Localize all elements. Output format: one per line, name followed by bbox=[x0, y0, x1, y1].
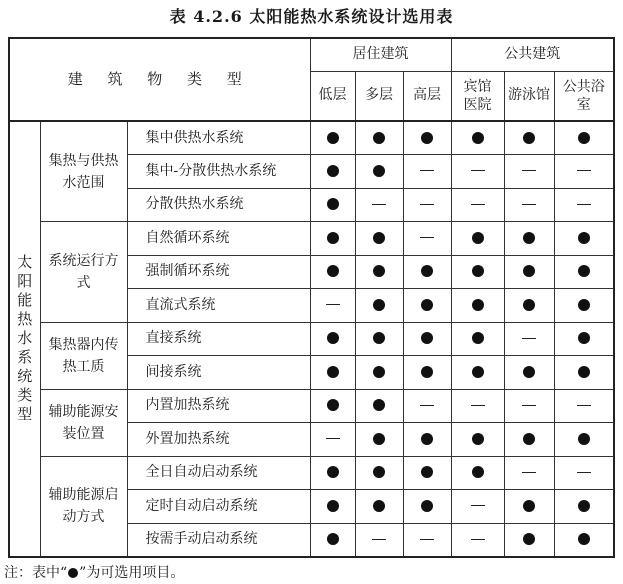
not-applicable-dash-icon bbox=[522, 338, 536, 339]
value-cell bbox=[451, 255, 504, 289]
not-applicable-dash-icon bbox=[471, 505, 485, 506]
value-cell bbox=[554, 121, 614, 155]
value-cell bbox=[403, 188, 451, 222]
selectable-dot-icon bbox=[373, 265, 385, 277]
selectable-dot-icon bbox=[373, 399, 385, 411]
value-cell bbox=[403, 289, 451, 323]
not-applicable-dash-icon bbox=[420, 237, 434, 238]
not-applicable-dash-icon bbox=[471, 405, 485, 406]
value-cell bbox=[451, 222, 504, 256]
selectable-dot-icon bbox=[421, 466, 433, 478]
value-cell bbox=[554, 188, 614, 222]
value-cell bbox=[451, 289, 504, 323]
value-cell bbox=[554, 222, 614, 256]
selectable-dot-icon bbox=[373, 500, 385, 512]
value-cell bbox=[504, 456, 554, 490]
residential-header: 居住建筑 bbox=[310, 38, 451, 71]
selectable-dot-icon bbox=[472, 299, 484, 311]
column-header: 低层 bbox=[310, 71, 355, 121]
value-cell bbox=[451, 322, 504, 356]
note-prefix: 注：表中“ bbox=[4, 565, 68, 581]
value-cell bbox=[355, 322, 403, 356]
value-cell bbox=[310, 456, 355, 490]
value-cell bbox=[554, 155, 614, 189]
value-cell bbox=[403, 389, 451, 423]
value-cell bbox=[403, 456, 451, 490]
side-label-text: 太阳能热水系统类型 bbox=[17, 253, 33, 424]
not-applicable-dash-icon bbox=[420, 170, 434, 171]
selectable-dot-icon bbox=[523, 433, 535, 445]
value-cell bbox=[403, 155, 451, 189]
value-cell bbox=[451, 356, 504, 390]
system-label: 全日自动启动系统 bbox=[127, 456, 310, 490]
selectable-dot-icon bbox=[578, 533, 590, 545]
not-applicable-dash-icon bbox=[372, 204, 386, 205]
group-label: 辅助能源安装位置 bbox=[40, 389, 127, 456]
system-label: 定时自动启动系统 bbox=[127, 490, 310, 524]
value-cell bbox=[403, 121, 451, 155]
not-applicable-dash-icon bbox=[577, 405, 591, 406]
value-cell bbox=[310, 322, 355, 356]
selectable-dot-icon bbox=[373, 232, 385, 244]
selectable-dot-icon bbox=[373, 332, 385, 344]
value-cell bbox=[355, 255, 403, 289]
side-category-label bbox=[9, 121, 40, 557]
value-cell bbox=[310, 523, 355, 557]
selectable-dot-icon bbox=[421, 265, 433, 277]
column-header: 公共浴室 bbox=[554, 71, 614, 121]
value-cell bbox=[554, 289, 614, 323]
column-header: 宾馆医院 bbox=[451, 71, 504, 121]
system-label: 集中-分散供热水系统 bbox=[127, 155, 310, 189]
not-applicable-dash-icon bbox=[522, 472, 536, 473]
selectable-dot-icon bbox=[472, 466, 484, 478]
value-cell bbox=[403, 356, 451, 390]
selectable-dot-icon bbox=[578, 366, 590, 378]
system-label: 内置加热系统 bbox=[127, 389, 310, 423]
selectable-dot-icon bbox=[421, 299, 433, 311]
value-cell bbox=[451, 423, 504, 457]
selectable-dot-icon bbox=[523, 232, 535, 244]
system-label: 外置加热系统 bbox=[127, 423, 310, 457]
value-cell bbox=[355, 121, 403, 155]
value-cell bbox=[554, 456, 614, 490]
column-header: 多层 bbox=[355, 71, 403, 121]
value-cell bbox=[310, 188, 355, 222]
table-row bbox=[9, 456, 614, 490]
value-cell bbox=[504, 155, 554, 189]
not-applicable-dash-icon bbox=[326, 304, 340, 305]
selection-table bbox=[8, 37, 615, 558]
value-cell bbox=[310, 121, 355, 155]
selectable-dot-icon bbox=[421, 132, 433, 144]
value-cell bbox=[310, 289, 355, 323]
group-label: 辅助能源启动方式 bbox=[40, 456, 127, 557]
selectable-dot-icon bbox=[523, 366, 535, 378]
system-label: 直流式系统 bbox=[127, 289, 310, 323]
selectable-dot-icon bbox=[472, 332, 484, 344]
not-applicable-dash-icon bbox=[522, 170, 536, 171]
system-label: 集中供热水系统 bbox=[127, 121, 310, 155]
not-applicable-dash-icon bbox=[522, 204, 536, 205]
selectable-dot-icon bbox=[373, 132, 385, 144]
value-cell bbox=[310, 356, 355, 390]
selectable-dot-icon bbox=[373, 299, 385, 311]
value-cell bbox=[310, 490, 355, 524]
selectable-dot-icon bbox=[472, 232, 484, 244]
not-applicable-dash-icon bbox=[372, 539, 386, 540]
not-applicable-dash-icon bbox=[420, 204, 434, 205]
value-cell bbox=[504, 188, 554, 222]
selectable-dot-icon bbox=[373, 165, 385, 177]
value-cell bbox=[403, 423, 451, 457]
selectable-dot-icon bbox=[523, 265, 535, 277]
value-cell bbox=[355, 222, 403, 256]
selectable-dot-icon bbox=[578, 232, 590, 244]
value-cell bbox=[504, 389, 554, 423]
value-cell bbox=[403, 490, 451, 524]
selectable-dot-icon bbox=[523, 132, 535, 144]
not-applicable-dash-icon bbox=[577, 204, 591, 205]
selectable-dot-icon bbox=[327, 399, 339, 411]
system-label: 自然循环系统 bbox=[127, 222, 310, 256]
building-type-label: 建 筑 物 类 型 bbox=[67, 69, 252, 88]
table-row bbox=[9, 322, 614, 356]
system-label: 强制循环系统 bbox=[127, 255, 310, 289]
not-applicable-dash-icon bbox=[326, 438, 340, 439]
selectable-dot-icon bbox=[327, 198, 339, 210]
system-label: 按需手动启动系统 bbox=[127, 523, 310, 557]
selectable-dot-icon bbox=[578, 132, 590, 144]
selectable-dot-icon bbox=[578, 433, 590, 445]
not-applicable-dash-icon bbox=[471, 539, 485, 540]
selectable-dot-icon bbox=[327, 500, 339, 512]
selectable-dot-icon bbox=[327, 466, 339, 478]
value-cell bbox=[504, 289, 554, 323]
value-cell bbox=[355, 389, 403, 423]
not-applicable-dash-icon bbox=[522, 405, 536, 406]
value-cell bbox=[504, 490, 554, 524]
not-applicable-dash-icon bbox=[471, 204, 485, 205]
selectable-dot-icon bbox=[327, 132, 339, 144]
value-cell bbox=[451, 188, 504, 222]
table-title: 表 4.2.6 太阳能热水系统设计选用表 bbox=[169, 7, 454, 26]
selectable-dot-icon bbox=[373, 366, 385, 378]
value-cell bbox=[355, 356, 403, 390]
selectable-dot-icon bbox=[472, 132, 484, 144]
value-cell bbox=[554, 490, 614, 524]
table-row bbox=[9, 222, 614, 256]
option-mark-icon bbox=[68, 568, 78, 578]
value-cell bbox=[504, 222, 554, 256]
selectable-dot-icon bbox=[421, 332, 433, 344]
value-cell bbox=[355, 456, 403, 490]
selectable-dot-icon bbox=[421, 366, 433, 378]
note-suffix: ”为可选用项目。 bbox=[79, 565, 185, 581]
value-cell bbox=[554, 523, 614, 557]
value-cell bbox=[451, 490, 504, 524]
value-cell bbox=[310, 222, 355, 256]
selectable-dot-icon bbox=[421, 433, 433, 445]
selectable-dot-icon bbox=[327, 366, 339, 378]
selectable-dot-icon bbox=[523, 299, 535, 311]
value-cell bbox=[355, 289, 403, 323]
not-applicable-dash-icon bbox=[471, 170, 485, 171]
value-cell bbox=[451, 389, 504, 423]
value-cell bbox=[504, 255, 554, 289]
value-cell bbox=[451, 456, 504, 490]
not-applicable-dash-icon bbox=[420, 539, 434, 540]
column-header: 高层 bbox=[403, 71, 451, 121]
selectable-dot-icon bbox=[523, 500, 535, 512]
value-cell bbox=[310, 423, 355, 457]
group-label: 集热器内传热工质 bbox=[40, 322, 127, 389]
column-header: 游泳馆 bbox=[504, 71, 554, 121]
selectable-dot-icon bbox=[472, 265, 484, 277]
value-cell bbox=[403, 523, 451, 557]
system-label: 直接系统 bbox=[127, 322, 310, 356]
not-applicable-dash-icon bbox=[420, 405, 434, 406]
value-cell bbox=[554, 389, 614, 423]
selectable-dot-icon bbox=[578, 332, 590, 344]
selectable-dot-icon bbox=[523, 533, 535, 545]
selectable-dot-icon bbox=[327, 332, 339, 344]
building-type-header bbox=[9, 38, 310, 121]
group-label: 集热与供热水范围 bbox=[40, 121, 127, 222]
system-label: 分散供热水系统 bbox=[127, 188, 310, 222]
value-cell bbox=[310, 255, 355, 289]
selectable-dot-icon bbox=[472, 366, 484, 378]
value-cell bbox=[451, 155, 504, 189]
selectable-dot-icon bbox=[327, 265, 339, 277]
table-row bbox=[9, 389, 614, 423]
value-cell bbox=[451, 121, 504, 155]
selectable-dot-icon bbox=[373, 466, 385, 478]
value-cell bbox=[310, 389, 355, 423]
value-cell bbox=[403, 322, 451, 356]
value-cell bbox=[504, 423, 554, 457]
value-cell bbox=[355, 188, 403, 222]
table-note bbox=[4, 563, 184, 583]
selectable-dot-icon bbox=[472, 433, 484, 445]
system-label: 间接系统 bbox=[127, 356, 310, 390]
not-applicable-dash-icon bbox=[577, 472, 591, 473]
selectable-dot-icon bbox=[327, 533, 339, 545]
value-cell bbox=[451, 523, 504, 557]
value-cell bbox=[355, 523, 403, 557]
value-cell bbox=[355, 423, 403, 457]
group-label: 系统运行方式 bbox=[40, 222, 127, 323]
selectable-dot-icon bbox=[578, 500, 590, 512]
selectable-dot-icon bbox=[421, 500, 433, 512]
value-cell bbox=[504, 523, 554, 557]
table-row bbox=[9, 121, 614, 155]
value-cell bbox=[554, 322, 614, 356]
value-cell bbox=[554, 255, 614, 289]
selectable-dot-icon bbox=[578, 265, 590, 277]
selectable-dot-icon bbox=[327, 165, 339, 177]
value-cell bbox=[504, 322, 554, 356]
selectable-dot-icon bbox=[578, 299, 590, 311]
value-cell bbox=[403, 222, 451, 256]
not-applicable-dash-icon bbox=[577, 170, 591, 171]
value-cell bbox=[355, 155, 403, 189]
selectable-dot-icon bbox=[327, 232, 339, 244]
selectable-dot-icon bbox=[373, 433, 385, 445]
value-cell bbox=[554, 356, 614, 390]
value-cell bbox=[355, 490, 403, 524]
value-cell bbox=[310, 155, 355, 189]
value-cell bbox=[504, 121, 554, 155]
value-cell bbox=[554, 423, 614, 457]
value-cell bbox=[403, 255, 451, 289]
value-cell bbox=[504, 356, 554, 390]
public-header: 公共建筑 bbox=[451, 38, 614, 71]
